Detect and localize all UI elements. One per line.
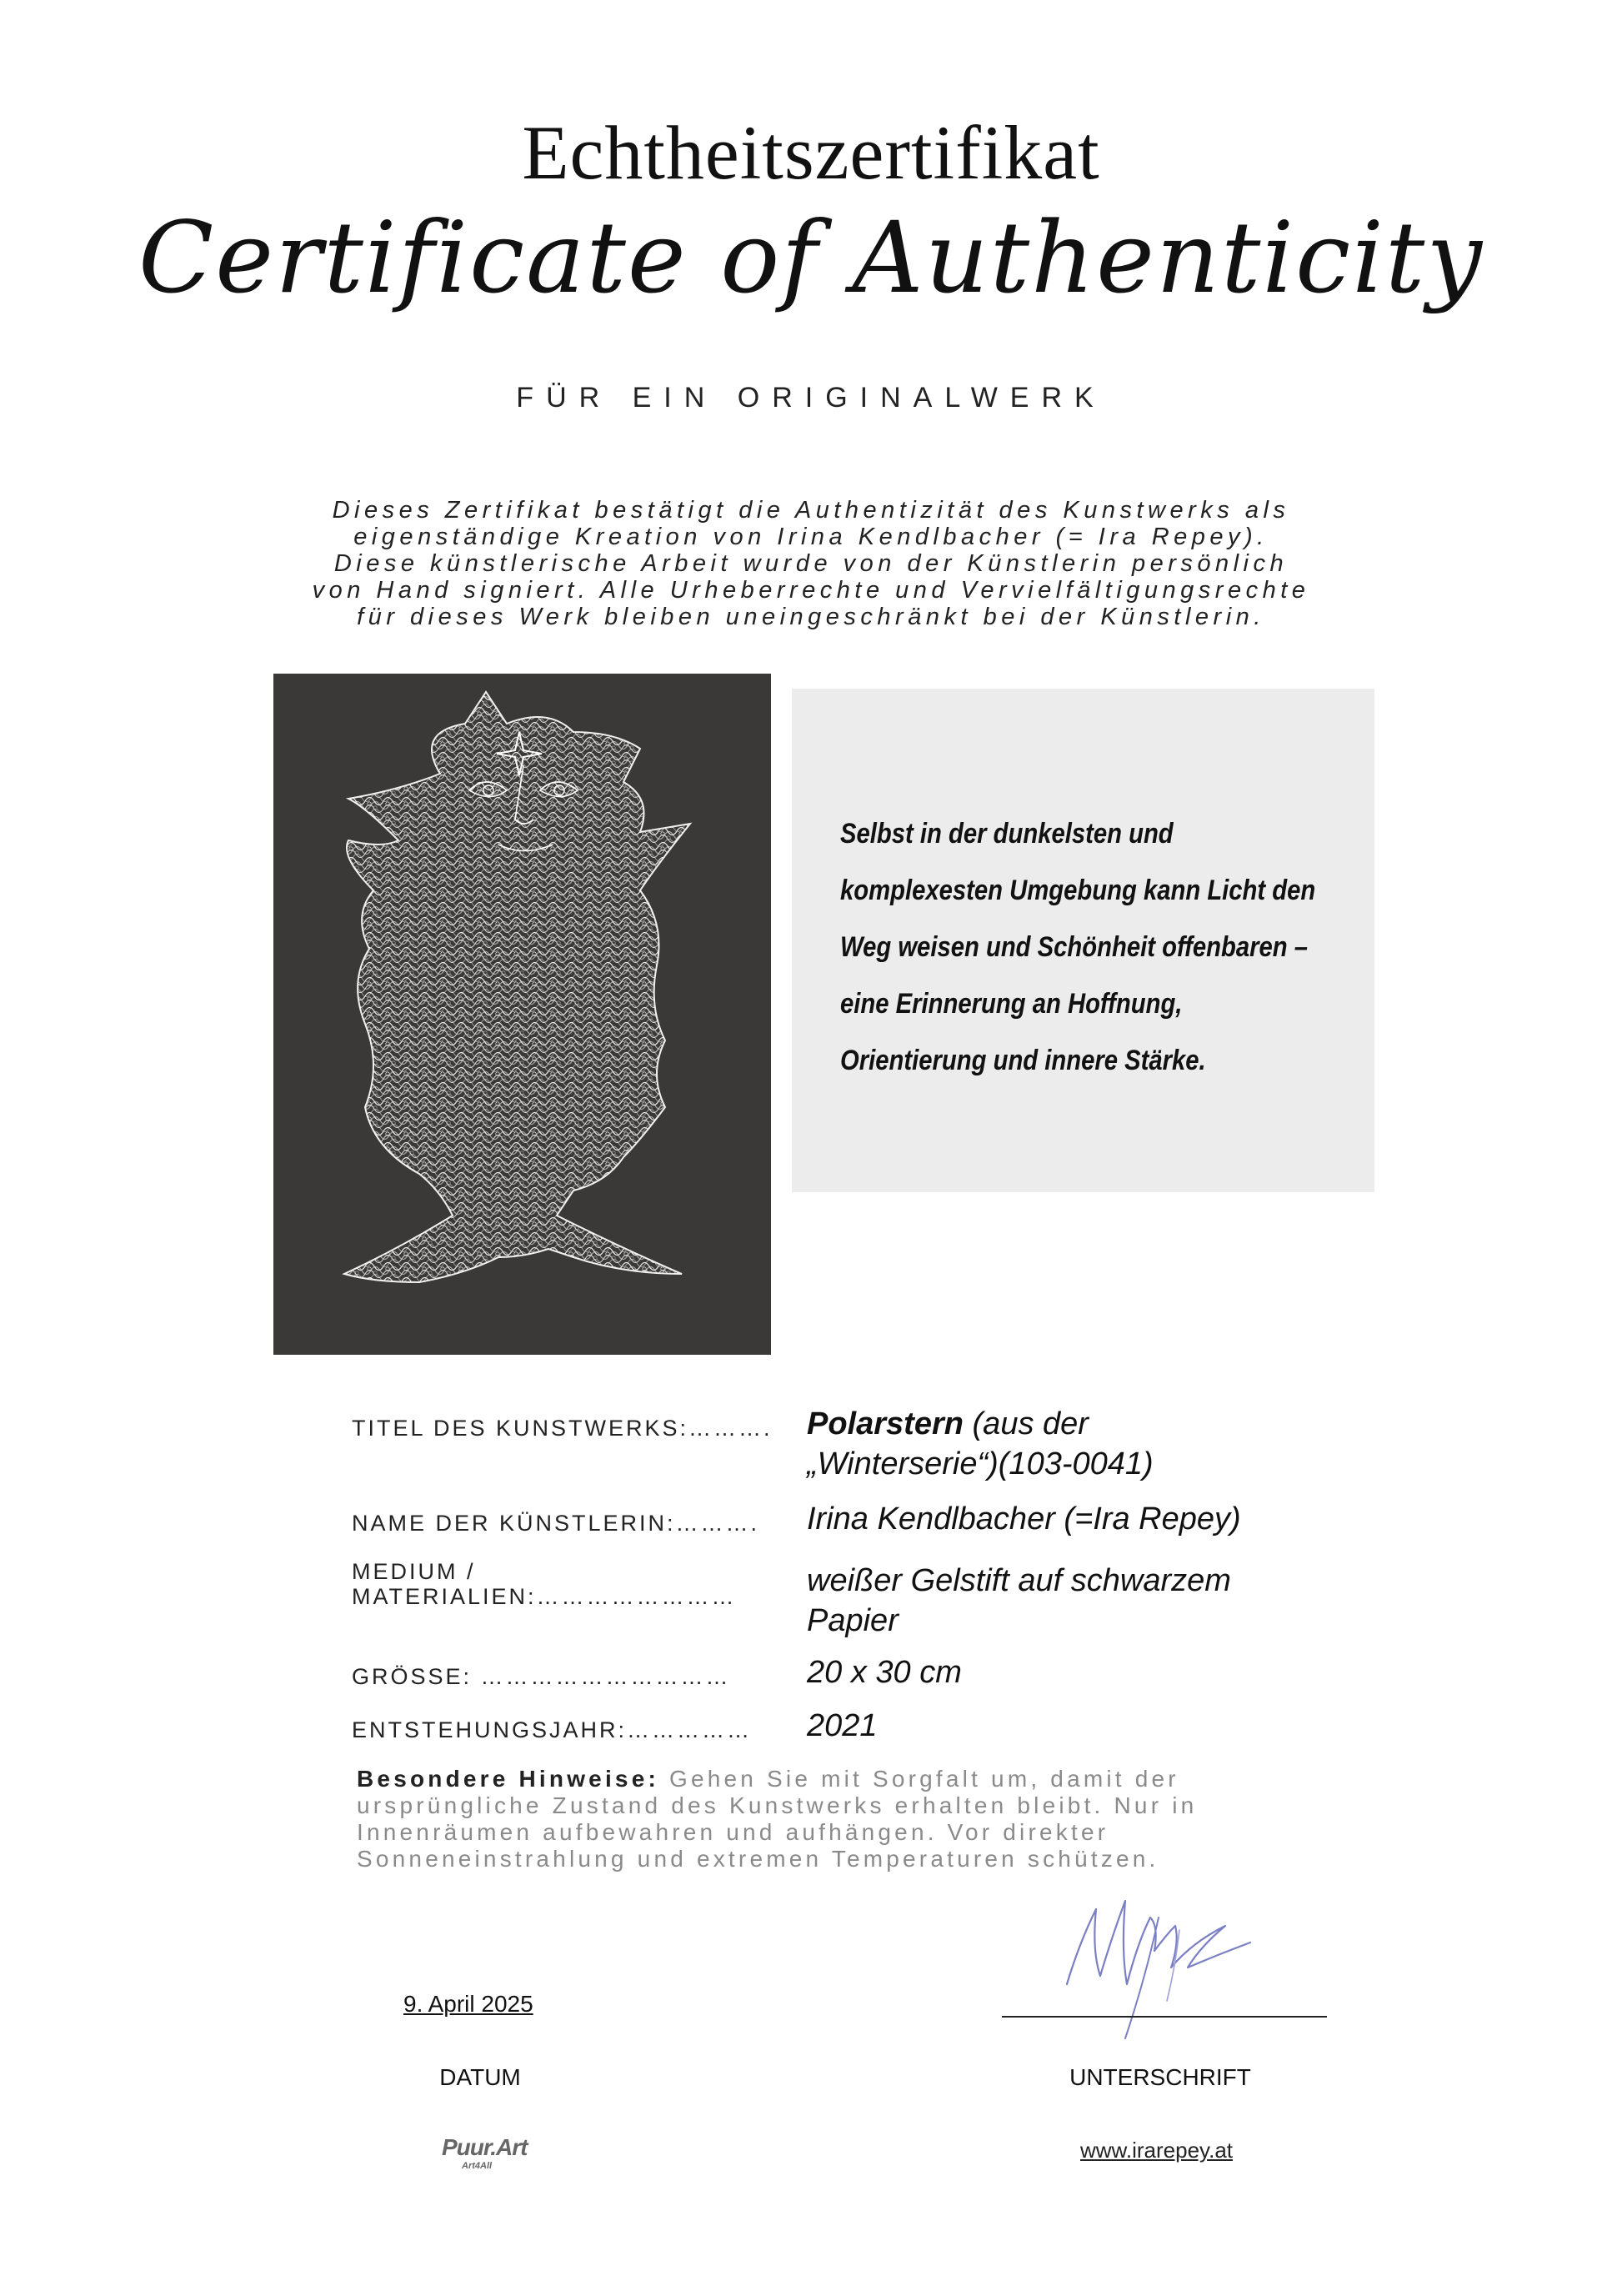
quote-line: eine Erinnerung an Hoffnung, <box>840 988 1183 1020</box>
intro-line: Diese künstlerische Arbeit wurde von der Künstlerin persönlich <box>333 550 1289 577</box>
page-subtitle: FÜR EIN ORIGINALWERK <box>516 382 1106 414</box>
intro-line: von Hand signiert. Alle Urheberrechte und Vervielfältigungsrechte <box>312 577 1310 604</box>
puur-art-logo <box>433 2134 533 2184</box>
quote-line: Weg weisen und Schönheit offenbaren – <box>840 931 1309 963</box>
logo-text: Puur.Art <box>442 2134 528 2160</box>
artist-signature <box>1034 1876 1284 2043</box>
detail-value-line: weißer Gelstift auf schwarzem <box>807 1563 1231 1598</box>
signature-line <box>1002 2016 1327 2018</box>
website-link[interactable]: www.irarepey.at <box>1080 2138 1234 2163</box>
page-title-german: Echtheitszertifikat <box>522 110 1100 195</box>
detail-value <box>807 1404 1324 1484</box>
intro-line: Dieses Zertifikat bestätigt die Authentizität des Kunstwerks als <box>332 497 1290 524</box>
special-notes <box>357 1766 1374 1872</box>
detail-label <box>352 1559 777 1609</box>
notes-label: Besondere Hinweise: <box>357 1766 659 1792</box>
artwork-quote <box>840 805 1356 1089</box>
detail-label: NAME DER KÜNSTLERIN:………. <box>352 1511 760 1536</box>
artwork-title: Polarstern <box>807 1406 964 1441</box>
detail-label-line: MATERIALIEN:…………………… <box>352 1584 737 1609</box>
intro-paragraph <box>250 497 1372 630</box>
quote-line: Selbst in der dunkelsten und <box>840 818 1174 850</box>
notes-text: Gehen Sie mit Sorgfalt um, damit der ursprüngliche Zustand des Kunstwerks erhalten bleibt. Nur in Innenräumen aufbewahren und aufhängen. Vor direkter Sonneneinstrahlung und extremen Temperaturen schützen. <box>357 1766 1198 1872</box>
artwork-image <box>273 674 771 1355</box>
logo-subtext: Art4All <box>462 2161 493 2171</box>
detail-value-line: Papier <box>807 1603 899 1638</box>
detail-value: 20 x 30 cm <box>807 1655 962 1690</box>
quote-box <box>792 689 1374 1192</box>
detail-value: 2021 <box>807 1708 878 1743</box>
artwork-title-series-cont: „Winterserie“)(103-0041) <box>807 1446 1154 1481</box>
detail-label: GRÖSSE: ………………………… <box>352 1664 731 1689</box>
signature-label: UNTERSCHRIFT <box>1069 2064 1251 2090</box>
page-title-english: Certificate of Authenticity <box>138 200 1484 315</box>
intro-line: für dieses Werk bleiben uneingeschränkt bei der Künstlerin. <box>357 604 1265 630</box>
artwork-title-series: (aus der <box>963 1406 1089 1441</box>
quote-line: komplexesten Umgebung kann Licht den <box>840 875 1316 906</box>
intro-line: eigenständige Kreation von Irina Kendlbacher (= Ira Repey). <box>353 524 1269 550</box>
artwork-drawing <box>273 674 771 1355</box>
detail-label: TITEL DES KUNSTWERKS:………. <box>352 1416 773 1441</box>
detail-label-line: MEDIUM / <box>352 1559 476 1584</box>
detail-value: Irina Kendlbacher (=Ira Repey) <box>807 1501 1241 1537</box>
quote-line: Orientierung und innere Stärke. <box>840 1045 1206 1076</box>
date-label: DATUM <box>439 2064 521 2090</box>
certificate-date: 9. April 2025 <box>403 1991 533 2017</box>
detail-label: ENTSTEHUNGSJAHR:…………… <box>352 1717 753 1742</box>
detail-value <box>807 1561 1324 1641</box>
